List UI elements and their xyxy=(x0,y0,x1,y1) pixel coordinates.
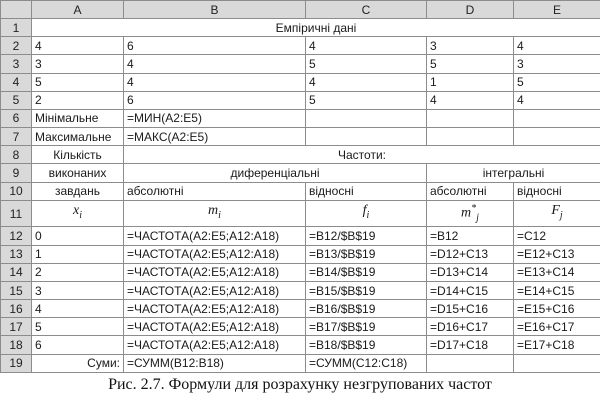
cell-d14[interactable]: =D13+C14 xyxy=(427,263,514,281)
cell-e13[interactable]: =E12+C13 xyxy=(514,245,600,263)
cell-a8[interactable]: Кількість xyxy=(32,146,124,164)
cell-b4[interactable]: 4 xyxy=(124,73,306,91)
row-header-19[interactable]: 19 xyxy=(1,354,32,372)
cell-a10[interactable]: завдань xyxy=(32,182,124,200)
cell-e18[interactable]: =E17+C18 xyxy=(514,336,600,354)
cell-e12[interactable]: =C12 xyxy=(514,227,600,245)
cell-c2[interactable]: 4 xyxy=(306,37,427,55)
symbol-m-star-sup: * xyxy=(471,202,477,214)
cell-e6[interactable] xyxy=(514,109,600,127)
cell-c14[interactable]: =B14/$B$19 xyxy=(306,263,427,281)
cell-b17[interactable]: =ЧАСТОТА(A2:E5;A12:A18) xyxy=(124,318,306,336)
row-header-1[interactable]: 1 xyxy=(1,19,32,37)
cell-c3[interactable]: 5 xyxy=(306,55,427,73)
symbol-m-star-sub: j xyxy=(476,212,479,224)
row-header-18[interactable]: 18 xyxy=(1,336,32,354)
cell-c4[interactable]: 4 xyxy=(306,73,427,91)
row-header-12[interactable]: 12 xyxy=(1,227,32,245)
cell-c12[interactable]: =B12/$B$19 xyxy=(306,227,427,245)
row-header-8[interactable]: 8 xyxy=(1,146,32,164)
cell-e19[interactable] xyxy=(514,354,600,372)
cell-c5[interactable]: 5 xyxy=(306,91,427,109)
cell-d5[interactable]: 4 xyxy=(427,91,514,109)
cell-e2[interactable]: 4 xyxy=(514,37,600,55)
row-header-6[interactable]: 6 xyxy=(1,109,32,127)
symbol-m-star: m xyxy=(461,205,472,221)
cell-d6[interactable] xyxy=(427,109,514,127)
row-header-2[interactable]: 2 xyxy=(1,37,32,55)
row-header-7[interactable]: 7 xyxy=(1,128,32,146)
cell-b19[interactable]: =СУММ(B12:B18) xyxy=(124,354,306,372)
cell-d13[interactable]: =D12+C13 xyxy=(427,245,514,263)
cell-a13[interactable]: 1 xyxy=(32,245,124,263)
cell-d17[interactable]: =D16+C17 xyxy=(427,318,514,336)
cell-c18[interactable]: =B18/$B$19 xyxy=(306,336,427,354)
column-header-d[interactable]: D xyxy=(427,1,514,19)
cell-c15[interactable]: =B15/$B$19 xyxy=(306,281,427,299)
cell-b13[interactable]: =ЧАСТОТА(A2:E5;A12:A18) xyxy=(124,245,306,263)
column-header-e[interactable]: E xyxy=(514,1,600,19)
cell-a4[interactable]: 5 xyxy=(32,73,124,91)
cell-b6[interactable]: =МИН(A2:E5) xyxy=(124,109,306,127)
figure-caption: Рис. 2.7. Формули для розрахунку незгрупованих частот xyxy=(108,376,492,393)
cell-e10[interactable]: відносні xyxy=(514,182,600,200)
row-header-3[interactable]: 3 xyxy=(1,55,32,73)
cell-b7[interactable]: =МАКС(A2:E5) xyxy=(124,128,306,146)
cell-b10[interactable]: абсолютні xyxy=(124,182,306,200)
cell-a19-sums-label[interactable]: Суми: xyxy=(32,354,124,372)
cell-a17[interactable]: 5 xyxy=(32,318,124,336)
symbol-f: f xyxy=(362,203,367,219)
symbol-f-sub: i xyxy=(366,209,370,221)
cell-a12[interactable]: 0 xyxy=(32,227,124,245)
cell-c7[interactable] xyxy=(306,128,427,146)
cell-a6[interactable]: Мінімальне xyxy=(32,109,124,127)
cell-a15[interactable]: 3 xyxy=(32,281,124,299)
cell-d3[interactable]: 5 xyxy=(427,55,514,73)
cell-d15[interactable]: =D14+C15 xyxy=(427,281,514,299)
row-header-13[interactable]: 13 xyxy=(1,245,32,263)
cell-a7[interactable]: Максимальне xyxy=(32,128,124,146)
cell-b15[interactable]: =ЧАСТОТА(A2:E5;A12:A18) xyxy=(124,281,306,299)
symbol-F: F xyxy=(551,203,560,219)
cell-e16[interactable]: =E15+C16 xyxy=(514,300,600,318)
row-header-16[interactable]: 16 xyxy=(1,300,32,318)
cell-c11-symbol[interactable] xyxy=(306,200,427,227)
row-header-11[interactable]: 11 xyxy=(1,200,32,227)
cell-d7[interactable] xyxy=(427,128,514,146)
select-all-corner[interactable] xyxy=(1,1,32,19)
cell-d16[interactable]: =D15+C16 xyxy=(427,300,514,318)
symbol-m: m xyxy=(208,203,219,219)
cell-a16[interactable]: 4 xyxy=(32,300,124,318)
cell-d12[interactable]: =B12 xyxy=(427,227,514,245)
cell-b11-symbol[interactable] xyxy=(124,200,306,227)
cell-b5[interactable]: 6 xyxy=(124,91,306,109)
cell-b14[interactable]: =ЧАСТОТА(A2:E5;A12:A18) xyxy=(124,263,306,281)
cell-d18[interactable]: =D17+C18 xyxy=(427,336,514,354)
cell-d19[interactable] xyxy=(427,354,514,372)
cell-e14[interactable]: =E13+C14 xyxy=(514,263,600,281)
row-header-15[interactable]: 15 xyxy=(1,281,32,299)
cell-a18[interactable]: 6 xyxy=(32,336,124,354)
cell-e4[interactable]: 5 xyxy=(514,73,600,91)
column-header-a[interactable]: A xyxy=(32,1,124,19)
cell-d10[interactable]: абсолютні xyxy=(427,182,514,200)
row-header-10[interactable]: 10 xyxy=(1,182,32,200)
cell-d2[interactable]: 3 xyxy=(427,37,514,55)
row-header-17[interactable]: 17 xyxy=(1,318,32,336)
cell-b8-frequencies[interactable]: Частоти: xyxy=(124,146,600,164)
column-header-b[interactable]: B xyxy=(124,1,306,19)
cell-e15[interactable]: =E14+C15 xyxy=(514,281,600,299)
cell-b18[interactable]: =ЧАСТОТА(A2:E5;A12:A18) xyxy=(124,336,306,354)
row-header-5[interactable]: 5 xyxy=(1,91,32,109)
cell-c13[interactable]: =B13/$B$19 xyxy=(306,245,427,263)
cell-a2[interactable]: 4 xyxy=(32,37,124,55)
cell-b2[interactable]: 6 xyxy=(124,37,306,55)
symbol-m-sub: i xyxy=(218,209,221,221)
cell-a5[interactable]: 2 xyxy=(32,91,124,109)
cell-c16[interactable]: =B16/$B$19 xyxy=(306,300,427,318)
cell-d11-symbol[interactable] xyxy=(427,200,514,227)
cell-e3[interactable]: 3 xyxy=(514,55,600,73)
cell-a1-title[interactable]: Емпіричні дані xyxy=(32,19,600,37)
cell-e17[interactable]: =E16+C17 xyxy=(514,318,600,336)
symbol-F-sub: j xyxy=(559,209,563,221)
cell-e5[interactable]: 4 xyxy=(514,91,600,109)
cell-a14[interactable]: 2 xyxy=(32,263,124,281)
cell-b3[interactable]: 4 xyxy=(124,55,306,73)
cell-d9-integral[interactable]: інтегральні xyxy=(427,164,600,182)
row-header-4[interactable]: 4 xyxy=(1,73,32,91)
cell-e7[interactable] xyxy=(514,128,600,146)
cell-e11-symbol[interactable] xyxy=(514,200,600,227)
cell-a11-symbol[interactable] xyxy=(32,200,124,227)
cell-b12[interactable]: =ЧАСТОТА(A2:E5;A12:A18) xyxy=(124,227,306,245)
symbol-x: x xyxy=(73,203,80,219)
cell-c19[interactable]: =СУММ(C12:C18) xyxy=(306,354,427,372)
cell-b16[interactable]: =ЧАСТОТА(A2:E5;A12:A18) xyxy=(124,300,306,318)
cell-a9[interactable]: виконаних xyxy=(32,164,124,182)
cell-b9-differential[interactable]: диференціальні xyxy=(124,164,427,182)
row-header-14[interactable]: 14 xyxy=(1,263,32,281)
row-header-9[interactable]: 9 xyxy=(1,164,32,182)
cell-c17[interactable]: =B17/$B$19 xyxy=(306,318,427,336)
cell-d4[interactable]: 1 xyxy=(427,73,514,91)
cell-a3[interactable]: 3 xyxy=(32,55,124,73)
column-header-c[interactable]: C xyxy=(306,1,427,19)
symbol-x-sub: i xyxy=(79,209,82,221)
cell-c10[interactable]: відносні xyxy=(306,182,427,200)
cell-c6[interactable] xyxy=(306,109,427,127)
